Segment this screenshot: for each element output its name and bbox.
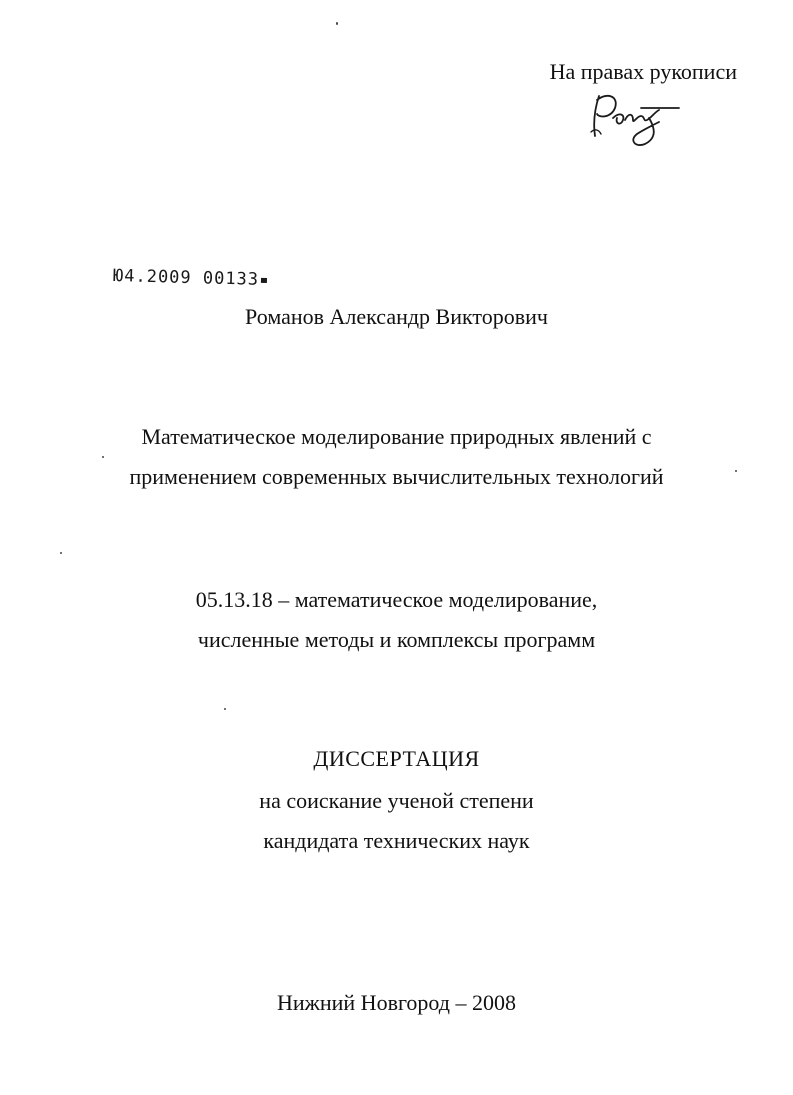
registration-stamp xyxy=(113,266,268,290)
specialty-line-2: численные методы и комплексы программ xyxy=(197,627,596,652)
stamp-number: Ю4.2009 00133 xyxy=(112,265,260,290)
scan-speck xyxy=(102,456,104,458)
degree-line-1: на соискание ученой степени xyxy=(259,788,534,813)
title-line-1: Математическое моделирование природных явлений с xyxy=(141,424,652,449)
handwritten-signature xyxy=(585,88,695,153)
degree-line-2: кандидата технических наук xyxy=(263,828,530,853)
stamp-mark xyxy=(261,277,267,282)
title-line-2: применением современных вычислительных технологий xyxy=(129,464,664,489)
rights-notice: На правах рукописи xyxy=(549,59,737,84)
place-and-year: Нижний Новгород – 2008 xyxy=(277,990,516,1015)
scan-speck xyxy=(336,22,338,25)
author-name: Романов Александр Викторович xyxy=(245,304,548,329)
scan-speck xyxy=(224,708,226,710)
document-type-heading: ДИССЕРТАЦИЯ xyxy=(313,746,480,771)
specialty-line-1: 05.13.18 – математическое моделирование, xyxy=(195,587,598,612)
scan-speck xyxy=(60,552,62,554)
